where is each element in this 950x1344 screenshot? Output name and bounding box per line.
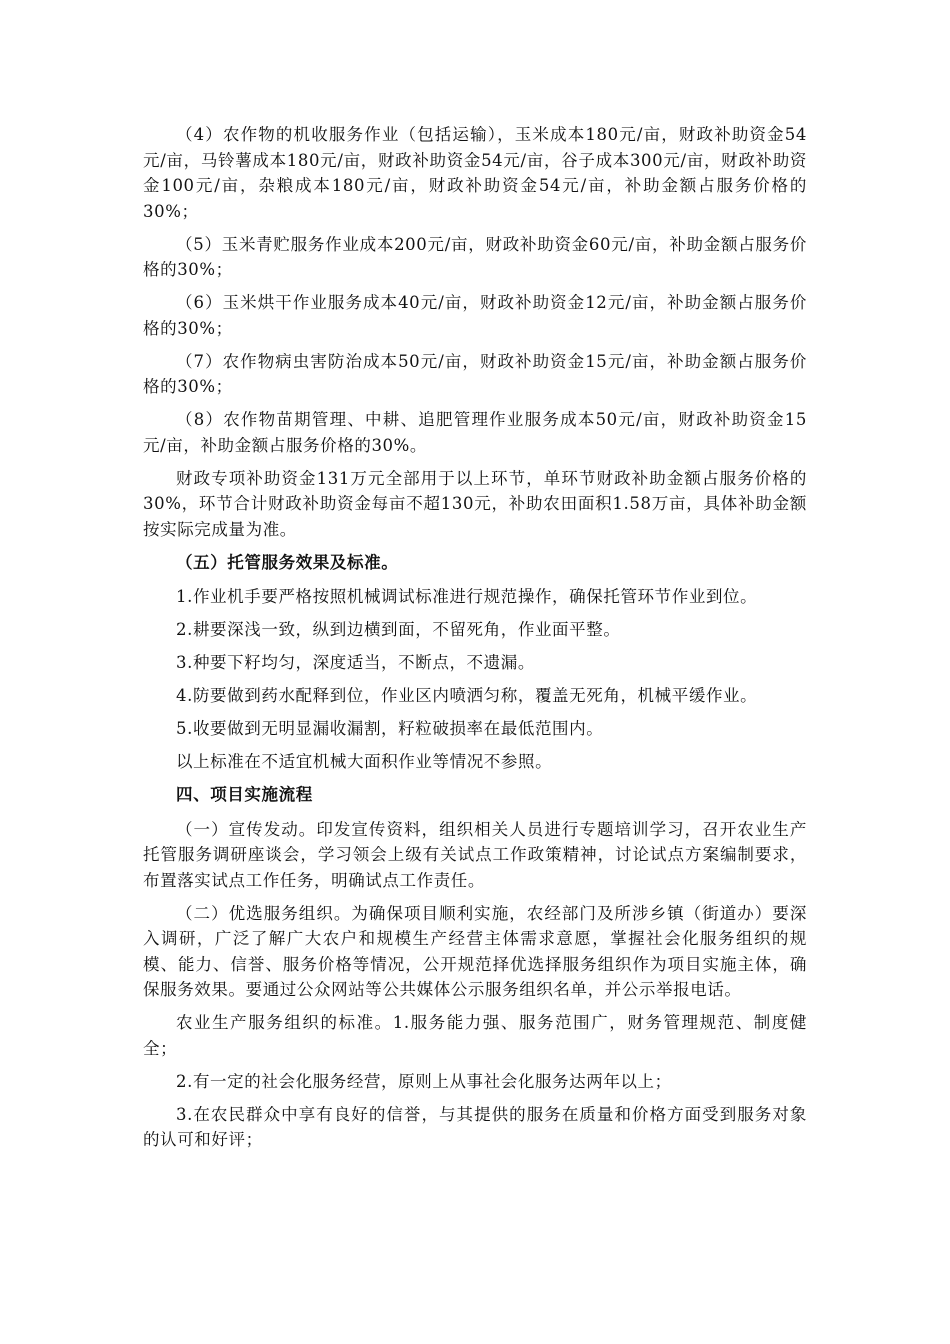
paragraph-silage-service: （5）玉米青贮服务作业成本200元/亩，财政补助资金60元/亩，补助金额占服务价格的30%； (143, 234, 807, 279)
section-heading-implementation: 四、项目实施流程 (176, 785, 313, 804)
paragraph-pest-control: （7）农作物病虫害防治成本50元/亩，财政补助资金15元/亩，补助金额占服务价格的30%； (143, 351, 807, 396)
paragraph-publicity: （一）宣传发动。印发宣传资料，组织相关人员进行专题培训学习，召开农业生产托管服务调研座谈会，学习领会上级有关试点工作政策精神，讨论试点方案编制要求，布置落实试点工作任务，明确试点工作责任。 (143, 819, 807, 890)
standard-item-1: 1.作业机手要严格按照机械调试标准进行规范操作，确保托管环节作业到位。 (176, 587, 758, 606)
paragraph-subsidy-summary: 财政专项补助资金131万元全部用于以上环节，单环节财政补助金额占服务价格的30%，环节合计财政补助资金每亩不超130元，补助农田面积1.58万亩，具体补助金额按实际完成量为准。 (143, 468, 807, 539)
paragraph-seedling-management: （8）农作物苗期管理、中耕、追肥管理作业服务成本50元/亩，财政补助资金15元/亩，补助金额占服务价格的30%。 (143, 410, 807, 455)
standard-item-2: 2.耕要深浅一致，纵到边横到面，不留死角，作业面平整。 (176, 620, 621, 639)
paragraph-select-organizations: （二）优选服务组织。为确保项目顺利实施，农经部门及所涉乡镇（街道办）要深入调研，广泛了解广大农户和规模生产经营主体需求意愿，掌握社会化服务组织的规模、能力、信誉、服务价格等情况，公开规范择优选择服务组织作为项目实施主体，确保服务效果。要通过公众网站等公共媒体公示服务组织名单，并公示举报电话。 (143, 903, 807, 999)
criteria-item-2: 2.有一定的社会化服务经营，原则上从事社会化服务达两年以上； (176, 1071, 672, 1091)
section-heading-service-standards: （五）托管服务效果及标准。 (176, 552, 399, 572)
standard-note: 以上标准在不适宜机械大面积作业等情况不参照。 (176, 752, 553, 771)
standard-item-4: 4.防要做到药水配释到位，作业区内喷洒匀称，覆盖无死角，机械平缓作业。 (176, 686, 758, 705)
document-page (143, 122, 807, 1160)
standard-item-5: 5.收要做到无明显漏收漏割，籽粒破损率在最低范围内。 (176, 719, 604, 738)
criteria-item-1: 农业生产服务组织的标准。1.服务能力强、服务范围广，财务管理规范、制度健全； (143, 1013, 807, 1058)
standard-item-3: 3.种要下籽均匀，深度适当，不断点，不遗漏。 (176, 653, 535, 672)
paragraph-drying-service: （6）玉米烘干作业服务成本40元/亩，财政补助资金12元/亩，补助金额占服务价格的30%； (143, 293, 807, 338)
criteria-item-3: 3.在农民群众中享有良好的信誉，与其提供的服务在质量和价格方面受到服务对象的认可和好评； (143, 1104, 807, 1149)
paragraph-harvest-service: （4）农作物的机收服务作业（包括运输），玉米成本180元/亩，财政补助资金54元/亩，马铃薯成本180元/亩，财政补助资金54元/亩，谷子成本300元/亩，财政补助资金100元/亩，杂粮成本180元/亩，财政补助资金54元/亩，补助金额占服务价格的30%； (143, 125, 807, 221)
